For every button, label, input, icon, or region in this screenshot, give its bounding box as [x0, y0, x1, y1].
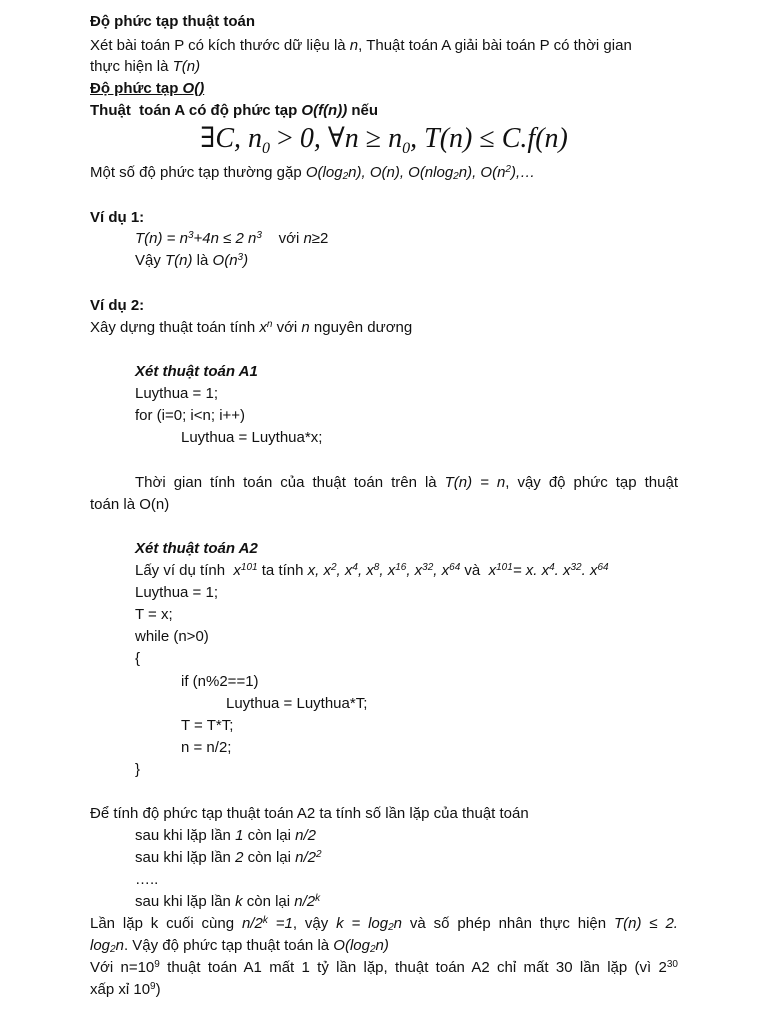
- example-2-desc: Xây dựng thuật toán tính $x^n$ với n nguyên dương: [90, 319, 413, 336]
- bigo-heading: Độ phức tạp O(): [90, 80, 205, 97]
- intro-line-1: Xét bài toán P có kích thước dữ liệu là n, Thuật toán A giải bài toán P có thời gian: [90, 37, 632, 54]
- example-2-title: Ví dụ 2:: [90, 297, 145, 314]
- a1-code-line: Luythua = Luythua*x;: [181, 429, 323, 446]
- a2-code-line: if (n%2==1): [181, 673, 259, 690]
- a2-code-line: T = x;: [135, 606, 173, 623]
- common-complexities: Một số độ phức tạp thường gặp $O(\log_2n)$, O(n), O(nlog$_2$n), $O(n^2),\dots$: [90, 164, 536, 182]
- a1-title: Xét thuật toán A1: [135, 363, 258, 380]
- bigo-definition: Thuật toán A có độ phức tạp O(f(n)) nếu: [90, 102, 379, 119]
- analysis-step: sau khi lặp lần k còn lại n/2$^k$: [135, 893, 321, 910]
- analysis-compare-line-2: xấp xỉ $10^9$): [90, 981, 161, 998]
- a2-code-line: Luythua = Luythua*T;: [226, 695, 368, 712]
- a2-code-line: n = n/2;: [181, 739, 232, 756]
- analysis-last-line-2: $\log_2n$. Vậy độ phức tạp thuật toán là $O(\log_2n)$: [90, 937, 389, 955]
- a1-analysis-line-2: toán là O(n): [90, 496, 170, 513]
- analysis-intro: Để tính độ phức tạp thuật toán A2 ta tính số lần lặp của thuật toán: [90, 805, 529, 822]
- bigo-formula: ∃C, $n_0 > 0$, ∀n ≥ $n_0$, T(n) ≤ C.f(n): [200, 123, 568, 157]
- a2-code-line: Luythua = 1;: [135, 584, 218, 601]
- page-heading: Độ phức tạp thuật toán: [90, 13, 256, 30]
- analysis-step: sau khi lặp lần 2 còn lại $n/2^2$: [135, 849, 322, 866]
- a1-code-line: Luythua = 1;: [135, 385, 218, 402]
- a2-code-line: T = T*T;: [181, 717, 234, 734]
- a2-example: Lấy ví dụ tính $x^{101}$ ta tính x, $x^2$, $x^4$, $x^8$, $x^{16}$, $x^{32}$, $x^{64}$ và $x^{101}= x$. $x^4$. $x^{32}$. $x^{64}$: [135, 562, 609, 579]
- a2-code-line: while (n>0): [135, 628, 209, 645]
- a2-code-line: }: [135, 761, 141, 778]
- a2-title: Xét thuật toán A2: [135, 540, 258, 557]
- example-1-line-1: $T(n) = n^3+4n \le 2$ $n^3$ với n≥2: [135, 230, 329, 247]
- a2-code-line: {: [135, 650, 141, 667]
- a1-analysis-line-1: Thời gian tính toán của thuật toán trên là T(n) = n, vậy độ phức tạp thuật: [135, 474, 678, 491]
- a1-code-line: for (i=0; i<n; i++): [135, 407, 246, 424]
- example-1-title: Ví dụ 1:: [90, 209, 145, 226]
- analysis-dots: …..: [135, 871, 159, 888]
- analysis-step: sau khi lặp lần 1 còn lại n/2: [135, 827, 316, 844]
- example-1-line-2: Vậy T(n) là $O(n^3)$: [135, 252, 249, 269]
- intro-line-2: thực hiện là T(n): [90, 58, 201, 75]
- analysis-last-line-1: Lần lặp k cuối cùng $n/2^k =1$, vậy $k = \log_2n$ và số phép nhân thực hiện T(n) ≤ 2.: [90, 915, 678, 933]
- analysis-compare-line-1: Với $n=10^9$ thuật toán A1 mất 1 tỷ lần lặp, thuật toán A2 chỉ mất 30 lần lặp (vì $2^{30}$: [90, 959, 678, 976]
